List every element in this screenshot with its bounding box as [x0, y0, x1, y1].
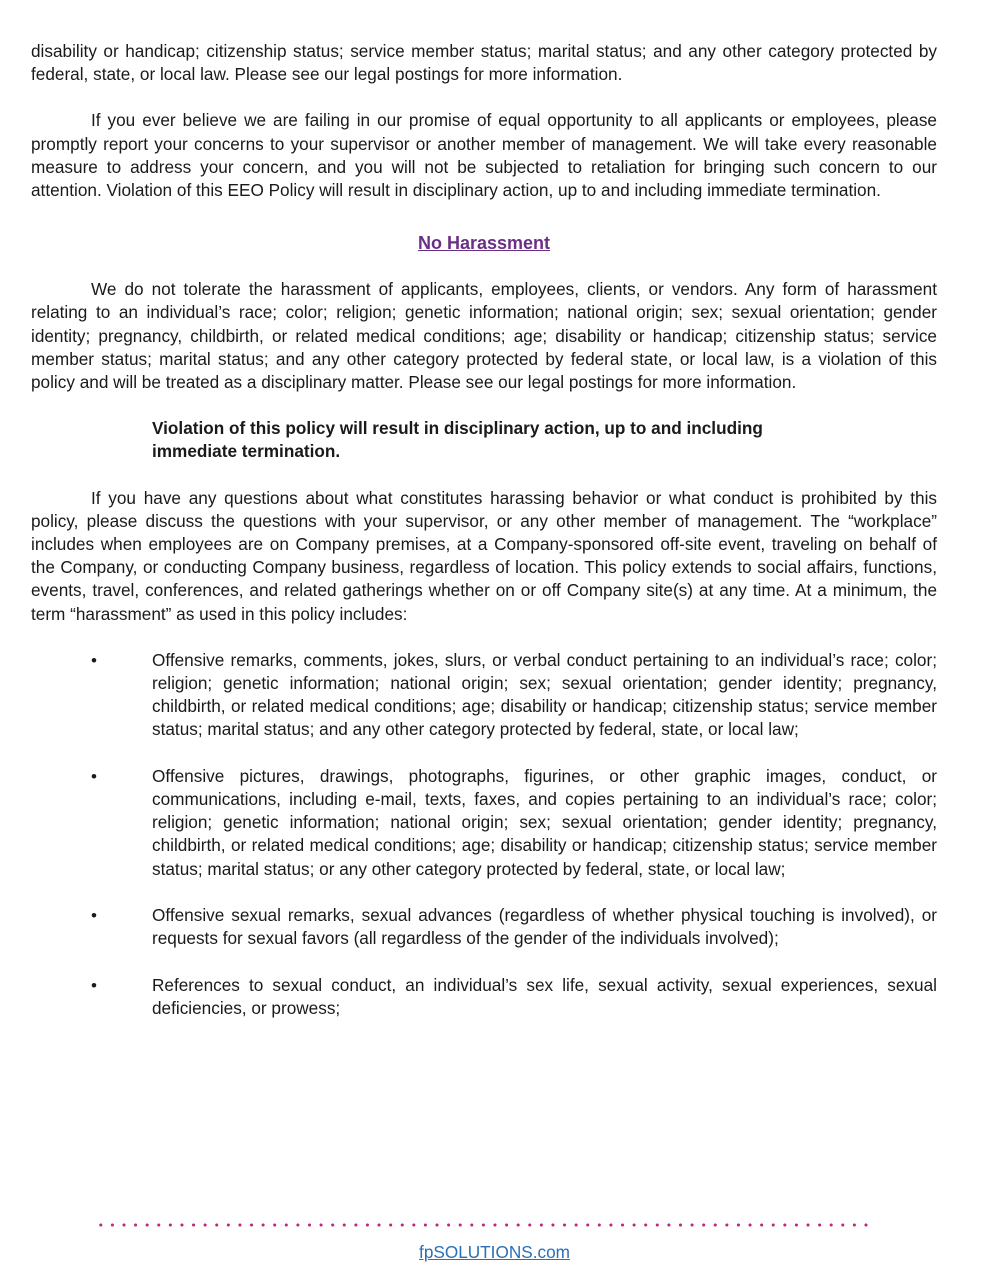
bullet-icon: •: [91, 766, 97, 786]
list-item: [31, 649, 937, 742]
violation-warning: Violation of this policy will result in disciplinary action, up to and including immediate termination.: [152, 418, 763, 462]
footer-dotted-divider: [95, 1222, 875, 1228]
harassment-questions-paragraph: If you have any questions about what constitutes harassing behavior or what conduct is prohibited by this policy, please discuss the questions with your supervisor, or any other member of management. The “workplace” includes when employees are on Company premises, at a Company-sponsored off-site event, traveling on behalf of the Company, or conducting Company business, regardless of location. This policy extends to social affairs, functions, events, travel, conferences, and related gatherings whether on or off Company site(s) at any time. At a minimum, the term “harassment” as used in this policy includes:: [31, 487, 937, 624]
list-item-text: Offensive sexual remarks, sexual advances (regardless of whether physical touching is involved), or requests for sexual favors (all regardless of the gender of the individuals involved);: [152, 905, 937, 949]
harassment-examples-list: [31, 649, 937, 1020]
document-page: [31, 40, 937, 1043]
list-item-text: References to sexual conduct, an individual’s sex life, sexual activity, sexual experiences, sexual deficiencies, or prowess;: [152, 974, 937, 1018]
list-item-text: Offensive pictures, drawings, photographs, figurines, or other graphic images, conduct, or communications, including e-mail, texts, faxes, and copies pertaining to an individual’s race; color; religion; genetic information; national origin; sex; sexual orientation; gender identity; pregnancy, childbirth, or related medical conditions; age; disability or handicap; citizenship status; service member status; marital status; or any other category protected by federal, state, or local law;: [152, 765, 937, 879]
list-item: [31, 974, 937, 1020]
list-item-text: Offensive remarks, comments, jokes, slurs, or verbal conduct pertaining to an individual’s race; color; religion; genetic information; national origin; sex; sexual orientation; gender identity; pregnancy, childbirth, or related medical conditions; age; disability or handicap; citizenship status; service member status; marital status; and any other category protected by federal, state, or local law;: [152, 649, 937, 740]
section-heading-no-harassment: No Harassment: [417, 233, 551, 254]
eeo-paragraph-continuation: disability or handicap; citizenship status; service member status; marital status; and any other category protected by federal, state, or local law. Please see our legal postings for more information.: [31, 41, 937, 85]
eeo-report-concerns-paragraph: If you ever believe we are failing in our promise of equal opportunity to all applicants or employees, please promptly report your concerns to your supervisor or another member of management. We will take every reasonable measure to address your concern, and you will not be subjected to retaliation for bringing such concern to our attention. Violation of this EEO Policy will result in disciplinary action, up to and including immediate termination.: [31, 110, 937, 201]
footer-website-link[interactable]: fpSOLUTIONS.com: [419, 1242, 570, 1262]
list-item: [31, 765, 937, 881]
bullet-icon: •: [91, 975, 97, 995]
list-item: [31, 904, 937, 950]
bullet-icon: •: [91, 650, 97, 670]
bullet-icon: •: [91, 906, 97, 926]
no-harassment-paragraph: We do not tolerate the harassment of applicants, employees, clients, or vendors. Any form of harassment relating to an individual’s race; color; religion; genetic information; national origin; sex; sexual orientation; gender identity; pregnancy, childbirth, or related medical conditions; age; disability or handicap; citizenship status; service member status; marital status; and any other category protected by federal state, or local law, is a violation of this policy and will be treated as a disciplinary matter. Please see our legal postings for more information.: [31, 279, 937, 393]
